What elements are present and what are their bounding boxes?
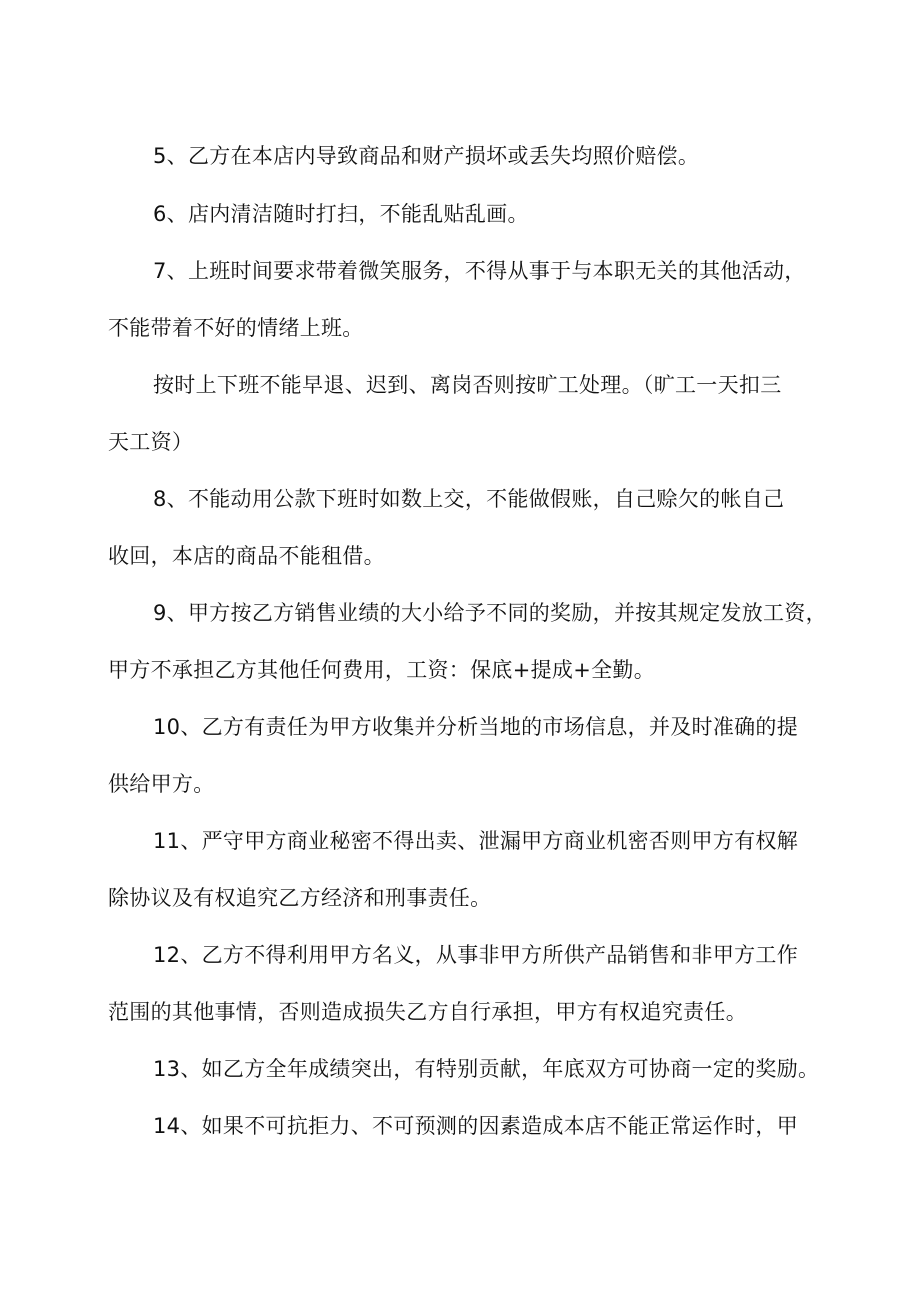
clause-5-line-1: 5、乙方在本店内导致商品和财产损坏或丢失均照价赔偿。 [153, 144, 700, 168]
clause-12-line-1: 12、乙方不得利用甲方名义，从事非甲方所供产品销售和非甲方工作 [153, 943, 799, 967]
clause-9-line-1: 9、甲方按乙方销售业绩的大小给予不同的奖励，并按其规定发放工资， [153, 601, 827, 625]
clause-8-line-1: 8、不能动用公款下班时如数上交，不能做假账，自己赊欠的帐自己 [153, 487, 785, 511]
clause-10-line-1: 10、乙方有责任为甲方收集并分析当地的市场信息，并及时准确的提 [153, 715, 799, 739]
clause-8-line-2: 收回，本店的商品不能租借。 [108, 544, 385, 568]
clause-11-line-1: 11、严守甲方商业秘密不得出卖、泄漏甲方商业机密否则甲方有权解 [153, 829, 799, 853]
attendance-line-2: 天工资） [108, 430, 194, 454]
clause-9-line-2: 甲方不承担乙方其他任何费用，工资：保底+提成+全勤。 [108, 658, 655, 682]
clause-6-line-1: 6、店内清洁随时打扫，不能乱贴乱画。 [153, 202, 529, 226]
clause-10-line-2: 供给甲方。 [108, 772, 215, 796]
clause-14-line-1: 14、如果不可抗拒力、不可预测的因素造成本店不能正常运作时，甲 [153, 1114, 799, 1138]
clause-12-line-2: 范围的其他事情，否则造成损失乙方自行承担，甲方有权追究责任。 [108, 1000, 747, 1024]
clause-11-line-2: 除协议及有权追究乙方经济和刑事责任。 [108, 886, 492, 910]
clause-7-line-2: 不能带着不好的情绪上班。 [108, 316, 364, 340]
clause-13-line-1: 13、如乙方全年成绩突出，有特别贡献，年底双方可协商一定的奖励。 [153, 1057, 820, 1081]
clause-7-line-1: 7、上班时间要求带着微笑服务，不得从事于与本职无关的其他活动， [153, 259, 806, 283]
attendance-line-1: 按时上下班不能早退、迟到、离岗否则按旷工处理。（旷工一天扣三 [153, 373, 782, 397]
